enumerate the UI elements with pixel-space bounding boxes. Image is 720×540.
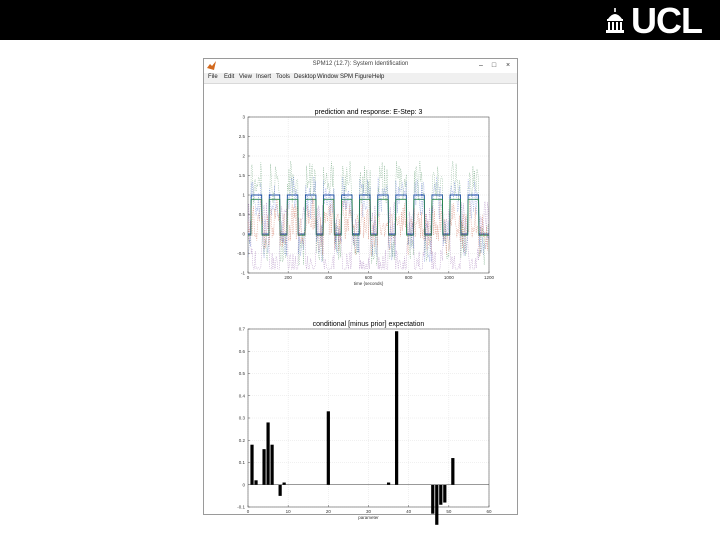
bar-11 xyxy=(435,485,438,525)
timeseries-plot xyxy=(237,109,494,286)
bar-6 xyxy=(283,483,286,485)
ts-y-tick-label: 3 xyxy=(242,114,245,120)
bar-x-tick-label: 10 xyxy=(285,509,291,514)
bar-8 xyxy=(387,483,390,485)
ts-x-tick-label: 1000 xyxy=(443,275,454,280)
minimize-button[interactable]: – xyxy=(479,62,483,69)
ts-y-tick-label: 1 xyxy=(242,192,245,198)
ts-title: prediction and response: E-Step: 3 xyxy=(314,109,423,116)
ts-x-tick-label: 1200 xyxy=(483,275,495,280)
ts-x-tick-label: 0 xyxy=(246,275,250,280)
menu-file[interactable]: File xyxy=(208,74,218,80)
bar-x-axis-label: parameter xyxy=(358,515,379,520)
bar-x-tick-label: 40 xyxy=(406,509,412,514)
ts-x-axis-label: time {seconds} xyxy=(353,281,384,286)
menu-spm-figure[interactable]: SPM Figure xyxy=(340,74,372,80)
bar-y-tick-label: 0 xyxy=(242,482,245,488)
bar-x-tick-label: 20 xyxy=(325,509,331,514)
menu-desktop[interactable]: Desktop xyxy=(294,74,317,80)
ts-y-tick-label: 1.5 xyxy=(238,173,245,178)
menu-insert[interactable]: Insert xyxy=(256,74,272,80)
menu-help[interactable]: Help xyxy=(372,74,385,80)
bar-9 xyxy=(395,331,398,485)
bar-y-tick-label: 0.7 xyxy=(238,326,245,332)
bar-y-tick-label: 0.3 xyxy=(238,415,245,421)
ts-x-tick-label: 600 xyxy=(364,275,373,280)
ts-y-tick-label: 2 xyxy=(242,153,245,159)
bar-3 xyxy=(266,422,269,484)
menu-window[interactable]: Window xyxy=(317,74,339,80)
bar-13 xyxy=(443,485,446,503)
bar-y-tick-label: -0.1 xyxy=(237,504,245,510)
bar-y-tick-label: 0.4 xyxy=(238,393,245,399)
ucl-wordmark: UCL xyxy=(631,0,702,41)
bar-y-tick-label: 0.5 xyxy=(238,371,245,376)
ts-x-tick-label: 200 xyxy=(284,275,292,280)
ts-x-tick-label: 800 xyxy=(404,275,413,280)
bar-4 xyxy=(270,445,273,485)
bar-2 xyxy=(262,449,265,485)
spm-figure-window xyxy=(203,58,518,520)
ts-y-tick-label: 2.5 xyxy=(238,134,245,139)
ts-x-tick-label: 400 xyxy=(324,275,333,280)
bar-y-tick-label: 0.2 xyxy=(238,437,245,443)
bar-y-tick-label: 0.1 xyxy=(238,460,245,465)
window-title: SPM12 (12.7): System Identification xyxy=(312,61,409,67)
bar-x-tick-label: 50 xyxy=(446,509,452,514)
bar-y-tick-label: 0.6 xyxy=(238,348,245,354)
close-button[interactable]: × xyxy=(505,62,511,69)
bar-title: conditional [minus prior] expectation xyxy=(312,321,425,328)
ts-y-tick-label: 0 xyxy=(242,231,245,237)
bar-x-tick-label: 30 xyxy=(365,509,372,514)
ts-y-tick-label: 0.5 xyxy=(238,212,245,217)
ts-y-tick-label: -1 xyxy=(240,270,245,276)
top-banner xyxy=(0,0,720,40)
figure-canvas xyxy=(204,84,517,520)
menu-bar xyxy=(204,73,517,84)
menu-tools[interactable]: Tools xyxy=(276,74,291,80)
bar-14 xyxy=(451,458,454,485)
maximize-button[interactable]: □ xyxy=(491,62,497,69)
bar-1 xyxy=(254,480,257,484)
figure-plots xyxy=(204,84,517,520)
bar-7 xyxy=(327,411,330,484)
menu-edit[interactable]: Edit xyxy=(224,74,235,80)
window-titlebar[interactable] xyxy=(204,59,517,73)
bar-12 xyxy=(439,485,442,505)
expectation-bar-plot xyxy=(237,321,492,525)
bar-x-tick-label: 60 xyxy=(486,509,492,514)
portico-dome-icon xyxy=(605,8,625,34)
ts-y-tick-label: -0.5 xyxy=(237,251,245,256)
menu-view[interactable]: View xyxy=(239,74,252,80)
ucl-logo xyxy=(605,0,702,41)
bar-x-tick-label: 0 xyxy=(246,509,250,514)
bar-0 xyxy=(250,445,253,485)
bar-5 xyxy=(279,485,282,496)
bar-10 xyxy=(431,485,434,514)
